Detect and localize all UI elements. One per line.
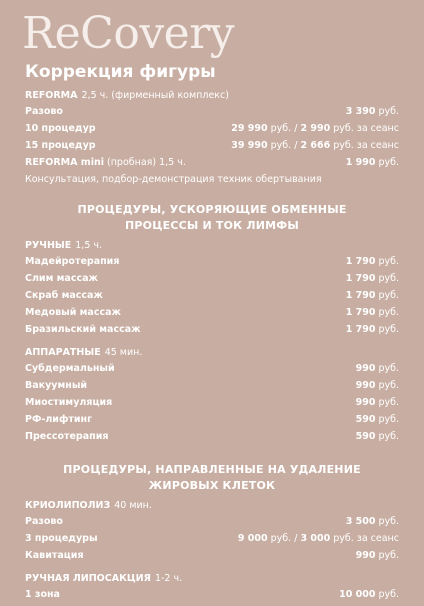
section-title-fat (25, 462, 399, 494)
reforma-title: REFORMA (25, 90, 78, 101)
service-name: Разово (25, 516, 63, 527)
service-name: Слим массаж (25, 273, 98, 284)
service-price (238, 533, 399, 544)
service-name: 10 процедур (25, 123, 96, 134)
service-price (356, 550, 399, 561)
section-title-line: ПРОЦЕССЫ И ТОК ЛИМФЫ (124, 219, 300, 232)
service-price (356, 431, 399, 442)
price-unit: руб. / (270, 533, 298, 544)
lipo-header (25, 573, 399, 589)
price-unit: руб. (378, 106, 399, 117)
service-name: 15 процедур (25, 140, 96, 151)
lipo-duration: 1-2 ч. (154, 573, 183, 584)
service-price (356, 380, 399, 391)
price-unit: руб. (378, 589, 399, 600)
service-price (346, 516, 399, 527)
price-value: 990 (355, 363, 376, 374)
price-value: 3 500 (345, 516, 376, 527)
service-name: Мадейротерапия (25, 256, 120, 267)
price-row (25, 324, 399, 341)
price-unit: руб. (378, 414, 399, 425)
price-unit: руб. (378, 307, 399, 318)
price-unit: руб. (378, 431, 399, 442)
section-title-line: ЖИРОВЫХ КЛЕТОК (148, 479, 276, 492)
per-session-value: 2 990 (300, 123, 331, 134)
price-unit: руб. (378, 550, 399, 561)
price-value: 3 390 (345, 106, 376, 117)
section-title-metabolic (25, 202, 399, 234)
reforma-note: Консультация, подбор-демонстрация техник обертывания (25, 174, 322, 185)
price-row (25, 363, 399, 380)
manual-header (25, 240, 399, 256)
service-price (339, 589, 399, 600)
price-row (25, 589, 399, 606)
price-value: 39 990 (231, 140, 268, 151)
price-value: 990 (355, 550, 376, 561)
price-value: 1 790 (345, 290, 376, 301)
price-value: 990 (355, 397, 376, 408)
price-row (25, 273, 399, 290)
per-session-value: 3 000 (300, 533, 331, 544)
price-row (25, 431, 399, 448)
price-value: 590 (355, 431, 376, 442)
price-value: 9 000 (237, 533, 268, 544)
price-row (25, 157, 399, 174)
price-value: 1 790 (345, 307, 376, 318)
price-row (25, 380, 399, 397)
service-name: Скраб массаж (25, 290, 103, 301)
service-price (231, 140, 399, 151)
reforma-header (25, 90, 399, 106)
price-row (25, 397, 399, 414)
service-price (231, 123, 399, 134)
price-row (25, 414, 399, 431)
price-unit: руб. (378, 324, 399, 335)
per-session-value: 2 666 (300, 140, 331, 151)
price-value: 990 (355, 380, 376, 391)
service-price (346, 324, 399, 335)
price-value: 1 790 (345, 324, 376, 335)
page-title: Коррекция фигуры (25, 62, 216, 82)
reforma-mini-name: REFORMA mini (25, 157, 104, 168)
price-row (25, 516, 399, 533)
price-unit: руб. / (270, 140, 298, 151)
service-name: Прессотерапия (25, 431, 109, 442)
price-row (25, 256, 399, 273)
hardware-title: АППАРАТНЫЕ (25, 347, 101, 358)
service-price (346, 157, 399, 168)
service-name: 3 процедуры (25, 533, 98, 544)
price-unit: руб. (378, 256, 399, 267)
price-list (25, 90, 399, 606)
price-unit: руб. (378, 157, 399, 168)
price-unit: руб. (378, 380, 399, 391)
manual-title: РУЧНЫЕ (25, 240, 72, 251)
price-row (25, 550, 399, 567)
service-price (346, 273, 399, 284)
service-name: Вакуумный (25, 380, 88, 391)
service-name: Кавитация (25, 550, 84, 561)
price-unit: руб. (378, 290, 399, 301)
hardware-header (25, 347, 399, 363)
service-name: Миостимуляция (25, 397, 113, 408)
service-price (356, 414, 399, 425)
section-title-line: ПРОЦЕДУРЫ, НАПРАВЛЕННЫЕ НА УДАЛЕНИЕ (63, 463, 361, 476)
service-name: 1 зона (25, 589, 60, 600)
price-value: 1 990 (345, 157, 376, 168)
service-price (356, 397, 399, 408)
price-row (25, 123, 399, 140)
per-session-unit: руб. за сеанс (333, 533, 399, 544)
price-value: 29 990 (231, 123, 268, 134)
price-unit: руб. (378, 516, 399, 527)
reforma-duration: 2,5 ч. (фирменный комплекс) (81, 90, 229, 101)
price-value: 590 (355, 414, 376, 425)
section-title-line: ПРОЦЕДУРЫ, УСКОРЯЮЩИЕ ОБМЕННЫЕ (77, 203, 347, 216)
price-value: 1 790 (345, 256, 376, 267)
price-row (25, 307, 399, 324)
reforma-mini-desc: (пробная) 1,5 ч. (107, 157, 186, 168)
price-row (25, 106, 399, 123)
price-unit: руб. (378, 397, 399, 408)
price-row (25, 533, 399, 550)
logo: ReCovery (22, 8, 235, 59)
per-session-unit: руб. за сеанс (333, 140, 399, 151)
service-name: Медовый массаж (25, 307, 121, 318)
service-name (25, 157, 186, 168)
service-price (346, 290, 399, 301)
cryo-duration: 40 мин. (114, 500, 152, 511)
price-unit: руб. (378, 363, 399, 374)
price-value: 10 000 (339, 589, 376, 600)
price-row (25, 290, 399, 307)
cryo-header (25, 500, 399, 516)
lipo-title: РУЧНАЯ ЛИПОСАКЦИЯ (25, 573, 151, 584)
manual-duration: 1,5 ч. (75, 240, 103, 251)
price-unit: руб. / (270, 123, 298, 134)
service-name: Разово (25, 106, 63, 117)
service-name: Бразильский массаж (25, 324, 141, 335)
service-price (356, 363, 399, 374)
price-value: 1 790 (345, 273, 376, 284)
per-session-unit: руб. за сеанс (333, 123, 399, 134)
service-price (346, 256, 399, 267)
service-price (346, 106, 399, 117)
service-name: РФ-лифтинг (25, 414, 93, 425)
price-row (25, 140, 399, 157)
service-price (346, 307, 399, 318)
price-unit: руб. (378, 273, 399, 284)
hardware-duration: 45 мин. (104, 347, 143, 358)
service-name: Субдермальный (25, 363, 115, 374)
cryo-title: КРИОЛИПОЛИЗ (25, 500, 111, 511)
